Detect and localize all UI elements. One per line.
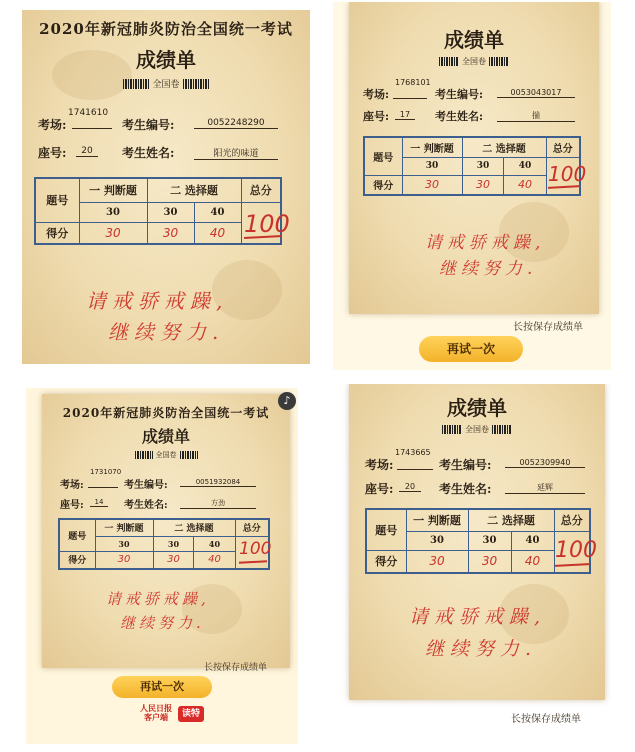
total-score: 100	[555, 538, 597, 563]
paper-label: 全国卷	[152, 80, 180, 90]
total-score: 100	[244, 210, 290, 238]
row-header-score: 得分	[35, 222, 79, 244]
save-hint: 长按保存成绩单	[204, 663, 268, 673]
score-q2b: 40	[511, 550, 554, 573]
barcode-row	[22, 77, 310, 90]
save-hint: 长按保存成绩单	[511, 714, 581, 725]
row-header-score: 得分	[59, 551, 95, 569]
full-mark-q1: 30	[79, 202, 147, 222]
message-line-2: 继续努力.	[120, 614, 205, 632]
save-hint: 长按保存成绩单	[513, 322, 583, 333]
barcode-icon	[442, 425, 462, 434]
music-note-icon[interactable]: ♪	[278, 392, 296, 410]
col-header-total: 总分	[241, 178, 281, 202]
exam-room-value: 1768101	[395, 78, 431, 87]
candidate-name-label: 考生姓名:	[439, 482, 492, 496]
seat-label: 座号:	[60, 500, 84, 511]
candidate-id-label: 考生编号:	[439, 458, 492, 472]
barcode-icon	[183, 79, 209, 89]
full-mark-q2b: 40	[504, 157, 546, 175]
col-header-total: 总分	[546, 137, 580, 157]
candidate-id-value: 0053043017	[497, 88, 575, 98]
paper-label: 全国卷	[155, 451, 177, 459]
score-q2b: 40	[504, 175, 546, 195]
logo-line-1: 人民日报	[140, 703, 172, 713]
score-sheet-title: 成绩单	[136, 48, 196, 72]
score-sheet-title: 成绩单	[141, 427, 190, 446]
message-line-1: 请戒骄戒躁,	[86, 289, 229, 313]
score-q2a: 30	[153, 551, 194, 569]
col-header-question: 题号	[364, 137, 402, 175]
col-header-q1: 一 判断题	[79, 178, 147, 202]
col-header-q1: 一 判断题	[402, 137, 462, 157]
barcode-row	[42, 450, 290, 460]
full-mark-q1: 30	[402, 157, 462, 175]
col-header-q1: 一 判断题	[406, 509, 468, 531]
barcode-icon	[492, 425, 512, 434]
score-q2a: 30	[468, 550, 511, 573]
candidate-name-value: 方劲	[180, 498, 256, 509]
col-header-q2: 二 选择题	[468, 509, 554, 531]
row-header-score: 得分	[364, 175, 402, 195]
message-line-2: 继续努力.	[108, 320, 225, 344]
score-card-paper	[349, 384, 605, 700]
row-header-score: 得分	[366, 550, 406, 573]
score-card-paper	[22, 10, 310, 364]
total-score: 100	[548, 162, 587, 186]
score-q2b: 40	[194, 551, 235, 569]
barcode-icon	[439, 57, 459, 66]
full-mark-q2a: 30	[153, 536, 194, 551]
paper-label: 全国卷	[462, 57, 486, 66]
seat-value: 14	[90, 498, 108, 507]
barcode-icon	[489, 57, 509, 66]
retry-button[interactable]: 再试一次	[419, 336, 523, 362]
full-mark-q2a: 30	[462, 157, 504, 175]
full-mark-q1: 30	[406, 531, 468, 550]
exam-title: 2020年新冠肺炎防治全国统一考试	[39, 20, 293, 38]
score-q1: 30	[406, 550, 468, 573]
message-line-1: 请戒骄戒躁,	[425, 233, 546, 253]
message-line-1: 请戒骄戒躁,	[409, 606, 547, 628]
col-header-question: 题号	[59, 519, 95, 551]
col-header-q1: 一 判断题	[95, 519, 153, 536]
total-score: 100	[239, 539, 272, 559]
candidate-id-label: 考生编号:	[124, 480, 168, 491]
barcode-row	[349, 56, 599, 67]
candidate-name-label: 考生姓名:	[124, 500, 168, 511]
exam-room-label: 考场:	[60, 480, 84, 491]
dute-logo: 读特	[178, 706, 204, 722]
score-card-paper	[349, 2, 599, 314]
seat-label: 座号:	[363, 110, 390, 123]
full-mark-q2b: 40	[511, 531, 554, 550]
exam-room-label: 考场:	[365, 458, 394, 472]
score-q1: 30	[79, 222, 147, 244]
message-line-2: 继续努力.	[439, 259, 538, 279]
exam-title: 2020年新冠肺炎防治全国统一考试	[62, 406, 270, 420]
candidate-name-label: 考生姓名:	[435, 110, 484, 123]
barcode-icon	[135, 451, 153, 459]
score-card-panel-2	[333, 2, 611, 370]
barcode-row	[349, 424, 605, 435]
exam-room-line	[393, 98, 427, 99]
retry-button[interactable]: 再试一次	[112, 676, 212, 698]
exam-room-label: 考场:	[38, 118, 67, 132]
full-mark-q1: 30	[95, 536, 153, 551]
col-header-total: 总分	[554, 509, 590, 531]
exam-room-line	[397, 469, 433, 470]
candidate-id-label: 考生编号:	[435, 88, 484, 101]
col-header-question: 题号	[35, 178, 79, 222]
seat-value: 17	[395, 110, 415, 120]
candidate-id-label: 考生编号:	[122, 118, 175, 132]
barcode-icon	[180, 451, 198, 459]
col-header-q2: 二 选择题	[462, 137, 546, 157]
candidate-name-value: 揣	[497, 110, 575, 122]
candidate-name-value: 阳光的味道	[194, 146, 278, 160]
col-header-q2: 二 选择题	[153, 519, 235, 536]
score-card-panel-4	[333, 384, 611, 744]
col-header-total: 总分	[235, 519, 269, 536]
full-mark-q2a: 30	[468, 531, 511, 550]
peoples-daily-logo	[136, 704, 176, 722]
seat-label: 座号:	[38, 146, 67, 160]
score-q2b: 40	[194, 222, 241, 244]
score-q1: 30	[95, 551, 153, 569]
score-sheet-title: 成绩单	[444, 28, 504, 52]
exam-room-value: 1743665	[395, 448, 431, 457]
exam-room-value: 1731070	[90, 468, 122, 476]
full-mark-q2b: 40	[194, 202, 241, 222]
score-q2a: 30	[147, 222, 194, 244]
candidate-id-value: 0052309940	[505, 458, 585, 468]
barcode-icon	[123, 79, 149, 89]
exam-room-value: 1741610	[68, 108, 109, 118]
message-line-2: 继续努力.	[425, 638, 538, 660]
message-line-1: 请戒骄戒躁,	[106, 590, 210, 608]
candidate-name-value: 延辉	[505, 482, 585, 494]
exam-room-label: 考场:	[363, 88, 390, 101]
full-mark-q2b: 40	[194, 536, 235, 551]
score-q1: 30	[402, 175, 462, 195]
candidate-id-value: 0051932084	[180, 478, 256, 487]
candidate-name-label: 考生姓名:	[122, 146, 175, 160]
candidate-id-value: 0052248290	[194, 118, 278, 129]
col-header-question: 题号	[366, 509, 406, 550]
col-header-q2: 二 选择题	[147, 178, 241, 202]
logo-line-2: 客户端	[144, 711, 168, 722]
seat-value: 20	[76, 146, 98, 157]
exam-room-line	[88, 487, 118, 488]
paper-label: 全国卷	[465, 425, 489, 434]
full-mark-q2a: 30	[147, 202, 194, 222]
score-card-panel-3	[26, 388, 298, 744]
score-q2a: 30	[462, 175, 504, 195]
exam-room-line	[72, 128, 112, 129]
score-sheet-title: 成绩单	[447, 396, 507, 420]
score-card-panel-1	[22, 10, 310, 364]
score-card-paper	[42, 394, 290, 668]
seat-value: 20	[399, 482, 421, 492]
seat-label: 座号:	[365, 482, 394, 496]
